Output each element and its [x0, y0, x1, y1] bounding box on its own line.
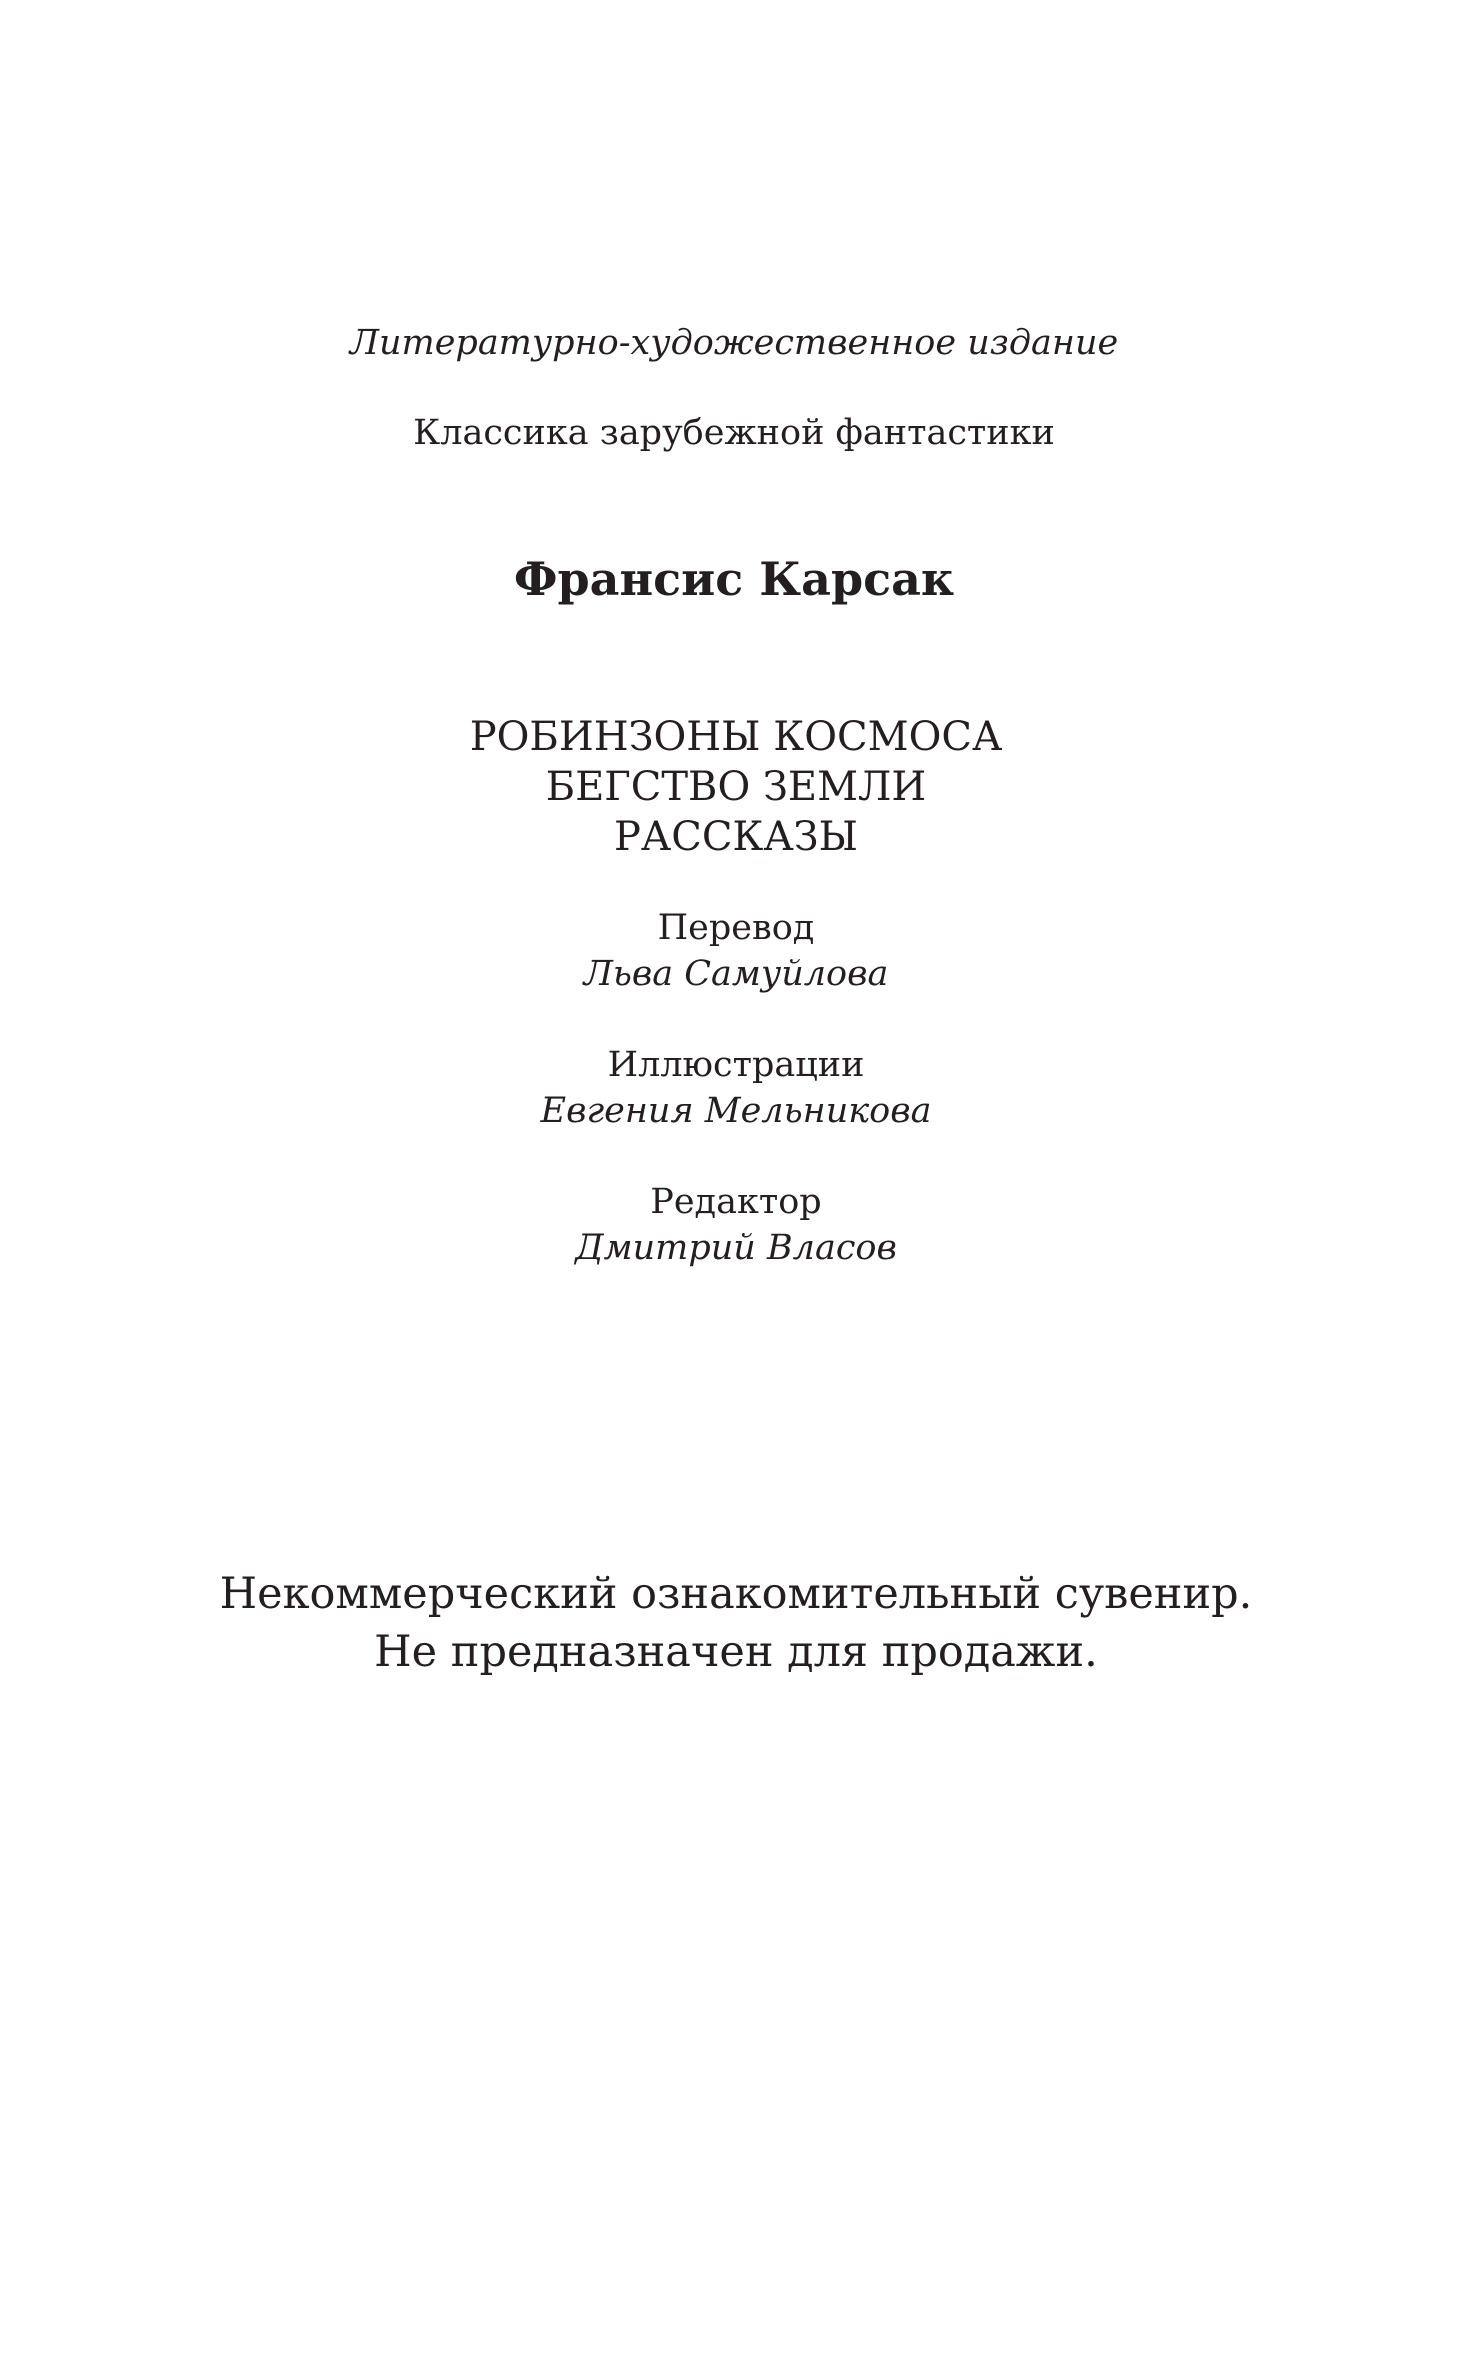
credit-translation — [0, 905, 1476, 997]
notice-line: Некоммерческий ознакомительный сувенир. — [219, 1569, 1253, 1619]
book-title: РОБИНЗОНЫ КОСМОСА — [469, 714, 1003, 760]
book-title: РАССКАЗЫ — [614, 814, 858, 860]
credit-role: Редактор — [650, 1182, 822, 1222]
credit-person: Евгения Мельникова — [540, 1091, 932, 1131]
series-name: Классика зарубежной фантастики — [413, 413, 1055, 453]
credit-person: Дмитрий Власов — [575, 1228, 897, 1268]
credit-editor — [0, 1179, 1476, 1271]
author-name: Франсис Карсак — [513, 552, 955, 606]
book-titles — [0, 712, 1476, 862]
notice-line: Не предназначен для продажи. — [374, 1627, 1098, 1677]
credit-role: Перевод — [657, 908, 815, 948]
credit-role: Иллюстрации — [607, 1045, 865, 1085]
credit-illustrations — [0, 1042, 1476, 1134]
edition-type: Литературно-художественное издание — [349, 323, 1119, 363]
credit-person: Льва Самуйлова — [583, 954, 889, 994]
not-for-sale-notice — [0, 1565, 1476, 1681]
book-title: БЕГСТВО ЗЕМЛИ — [545, 764, 927, 810]
